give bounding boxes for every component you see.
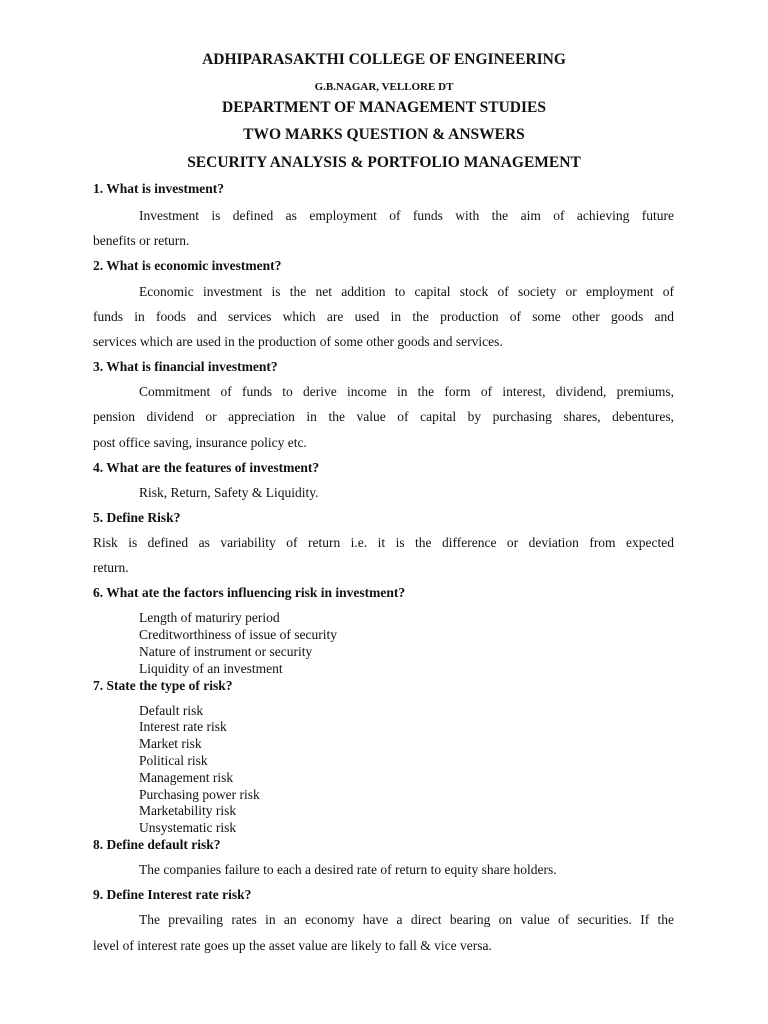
- question-4: 4. What are the features of investment?: [93, 460, 320, 475]
- document-type-title: TWO MARKS QUESTION & ANSWERS: [243, 126, 525, 143]
- question-2: 2. What is economic investment?: [93, 258, 282, 273]
- list-item: Purchasing power risk: [139, 787, 260, 802]
- answer-2-line-3: services which are used in the production of some other goods and services.: [93, 334, 503, 349]
- question-5: 5. Define Risk?: [93, 510, 181, 525]
- list-item: Nature of instrument or security: [139, 644, 313, 659]
- list-item: Political risk: [139, 753, 208, 768]
- question-7: 7. State the type of risk?: [93, 678, 233, 693]
- answer-3-line-3: post office saving, insurance policy etc.: [93, 435, 307, 450]
- answer-8-line-1: The companies failure to each a desired rate of return to equity share holders.: [139, 862, 557, 877]
- answer-1-line-1: Investment is defined as employment of funds with the aim of achieving future: [139, 208, 674, 223]
- answer-9-line-2: level of interest rate goes up the asset value are likely to fall & vice versa.: [93, 938, 492, 953]
- list-item: Marketability risk: [139, 803, 237, 818]
- list-item: Interest rate risk: [139, 719, 227, 734]
- answer-3-line-1: Commitment of funds to derive income in the form of interest, dividend, premiums,: [139, 384, 674, 399]
- answer-3-line-2: pension dividend or appreciation in the value of capital by purchasing shares, debentures,: [93, 409, 674, 424]
- department-title: DEPARTMENT OF MANAGEMENT STUDIES: [222, 99, 546, 116]
- college-address: G.B.NAGAR, VELLORE DT: [314, 81, 454, 93]
- answer-5-line-1: Risk is defined as variability of return i.e. it is the difference or deviation from expected: [93, 535, 674, 550]
- college-name: ADHIPARASAKTHI COLLEGE OF ENGINEERING: [202, 51, 566, 68]
- question-6: 6. What ate the factors influencing risk in investment?: [93, 585, 406, 600]
- question-9: 9. Define Interest rate risk?: [93, 887, 252, 902]
- list-item: Liquidity of an investment: [139, 661, 283, 676]
- question-8: 8. Define default risk?: [93, 837, 221, 852]
- question-1: 1. What is investment?: [93, 181, 225, 196]
- answer-2-line-2: funds in foods and services which are used in the production of some other goods and: [93, 309, 674, 324]
- answer-4-line-1: Risk, Return, Safety & Liquidity.: [139, 485, 319, 500]
- list-item: Management risk: [139, 770, 234, 785]
- list-item: Unsystematic risk: [139, 820, 237, 835]
- answer-5-line-2: return.: [93, 560, 129, 575]
- list-item: Creditworthiness of issue of security: [139, 627, 337, 642]
- question-3: 3. What is financial investment?: [93, 359, 278, 374]
- answer-9-line-1: The prevailing rates in an economy have a direct bearing on value of securities. If the: [139, 912, 674, 927]
- list-item: Length of maturiry period: [139, 610, 280, 625]
- list-item: Market risk: [139, 736, 202, 751]
- answer-2-line-1: Economic investment is the net addition to capital stock of society or employment of: [139, 284, 674, 299]
- answer-1-line-2: benefits or return.: [93, 233, 190, 248]
- list-item: Default risk: [139, 703, 204, 718]
- subject-title: SECURITY ANALYSIS & PORTFOLIO MANAGEMENT: [187, 154, 581, 171]
